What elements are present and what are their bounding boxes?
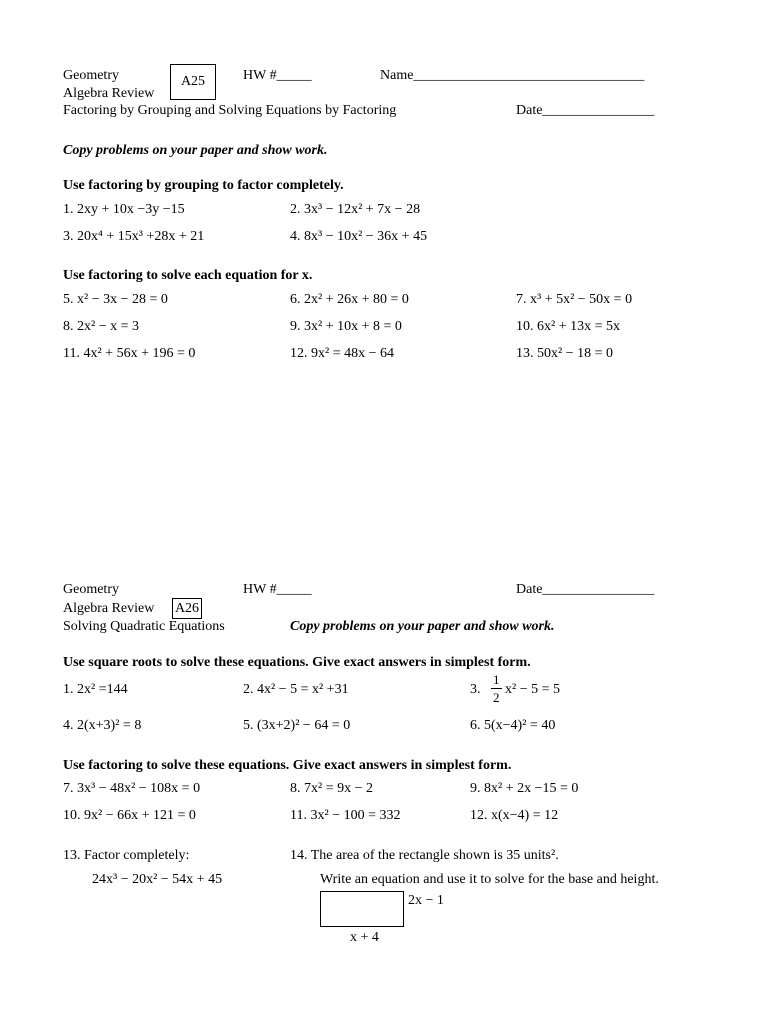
a26-problem-3-number: 3.: [470, 682, 481, 697]
a26-problem-11: 11. 3x² − 100 = 332: [290, 808, 401, 823]
a25-hw: HW #_____: [243, 68, 312, 83]
rectangle-base-label: x + 4: [350, 930, 379, 945]
a26-problem-12: 12. x(x−4) = 12: [470, 808, 559, 823]
a26-problem-10: 10. 9x² − 66x + 121 = 0: [63, 808, 196, 823]
a26-hw: HW #_____: [243, 582, 312, 597]
a26-problem-3-expr: x² − 5 = 5: [505, 682, 560, 697]
a25-problem-1: 1. 2xy + 10x −3y −15: [63, 202, 185, 217]
a25-problem-11: 11. 4x² + 56x + 196 = 0: [63, 346, 196, 361]
a26-problem-9: 9. 8x² + 2x −15 = 0: [470, 781, 579, 796]
fraction-bar: [491, 688, 502, 689]
a26-problem-3-numerator: 1: [493, 672, 500, 687]
a25-problem-6: 6. 2x² + 26x + 80 = 0: [290, 292, 409, 307]
rectangle-diagram: [320, 891, 404, 927]
rectangle-height-label: 2x − 1: [408, 893, 444, 908]
a25-instruction: Copy problems on your paper and show work.: [63, 143, 328, 158]
a26-problem-5: 5. (3x+2)² − 64 = 0: [243, 718, 351, 733]
a25-topic: Factoring by Grouping and Solving Equations by Factoring: [63, 103, 397, 118]
a25-problem-4: 4. 8x³ − 10x² − 36x + 45: [290, 229, 428, 244]
a25-problem-8: 8. 2x² − x = 3: [63, 319, 139, 334]
a26-problem-7: 7. 3x³ − 48x² − 108x = 0: [63, 781, 201, 796]
a25-section1-heading: Use factoring by grouping to factor completely.: [63, 178, 344, 193]
a26-problem-13-label: 13. Factor completely:: [63, 848, 190, 863]
a25-problem-7: 7. x³ + 5x² − 50x = 0: [516, 292, 633, 307]
a26-problem-6: 6. 5(x−4)² = 40: [470, 718, 556, 733]
a26-problem-1: 1. 2x² =144: [63, 682, 128, 697]
a26-problem-14-text: Write an equation and use it to solve for the base and height.: [320, 872, 659, 887]
a26-subject: Algebra Review: [63, 601, 155, 616]
a25-problem-12: 12. 9x² = 48x − 64: [290, 346, 394, 361]
a25-problem-9: 9. 3x² + 10x + 8 = 0: [290, 319, 402, 334]
a26-problem-2: 2. 4x² − 5 = x² +31: [243, 682, 349, 697]
a25-subject: Algebra Review: [63, 86, 155, 101]
a26-problem-8: 8. 7x² = 9x − 2: [290, 781, 373, 796]
a25-problem-3: 3. 20x⁴ + 15x³ +28x + 21: [63, 229, 205, 244]
a26-problem-13-expr: 24x³ − 20x² − 54x + 45: [92, 872, 223, 887]
a26-problem-14-label: 14. The area of the rectangle shown is 35 units².: [290, 848, 559, 863]
a26-code-box: A26: [172, 598, 202, 619]
a25-problem-2: 2. 3x³ − 12x² + 7x − 28: [290, 202, 421, 217]
a25-code-box: A25: [170, 64, 216, 100]
a25-date: Date________________: [516, 103, 655, 118]
a26-section1-heading: Use square roots to solve these equations. Give exact answers in simplest form.: [63, 655, 531, 670]
a25-problem-10: 10. 6x² + 13x = 5x: [516, 319, 620, 334]
a26-instruction: Copy problems on your paper and show work.: [290, 619, 555, 634]
a26-course: Geometry: [63, 582, 119, 597]
a26-date: Date________________: [516, 582, 655, 597]
a25-problem-13: 13. 50x² − 18 = 0: [516, 346, 613, 361]
a26-section2-heading: Use factoring to solve these equations. Give exact answers in simplest form.: [63, 758, 512, 773]
a25-problem-5: 5. x² − 3x − 28 = 0: [63, 292, 168, 307]
a25-name: Name_________________________________: [380, 68, 645, 83]
a26-topic: Solving Quadratic Equations: [63, 619, 225, 634]
a25-section2-heading: Use factoring to solve each equation for x.: [63, 268, 313, 283]
a26-problem-4: 4. 2(x+3)² = 8: [63, 718, 142, 733]
a25-course: Geometry: [63, 68, 119, 83]
a26-problem-3-denominator: 2: [493, 690, 500, 705]
